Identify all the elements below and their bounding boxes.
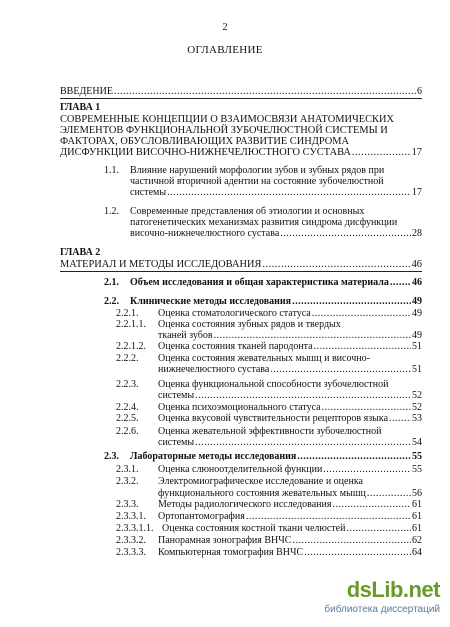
toc-item-page: 55: [412, 464, 422, 475]
chapter1-line-1: СОВРЕМЕННЫЕ КОНЦЕПЦИИ О ВЗАИМОСВЯЗИ АНАТОМИЧЕСКИХ: [60, 114, 394, 125]
toc-leader: [214, 330, 411, 341]
toc-item-line: Оценка функциональной способности зубочелюстной: [158, 379, 389, 390]
toc-leader: [114, 86, 416, 97]
toc-item: [162, 523, 422, 534]
toc-leader: [292, 535, 411, 546]
chapter1-label: ГЛАВА 1: [60, 102, 101, 113]
toc-item-text: Оценка состояния костной ткани челюстей: [162, 523, 346, 534]
toc-item-line: Влияние нарушений морфологии зубов и зубных рядов при: [130, 165, 385, 176]
watermark-subtitle: библиотека диссертаций: [324, 604, 440, 615]
toc-item: [158, 364, 422, 375]
toc-item-number: 2.2.5.: [116, 413, 139, 424]
chapter1-line-3: ФАКТОРАХ, ОБУСЛОВЛИВАЮЩИХ РАЗВИТИЕ СИНДРОМА: [60, 136, 349, 147]
toc-item-number: 1.1.: [104, 165, 119, 176]
toc-item: [158, 330, 422, 341]
toc-item-text: Лабораторные методы исследования: [130, 451, 297, 462]
toc-item-number: 2.2.4.: [116, 402, 139, 413]
chapter2-title: МАТЕРИАЛ И МЕТОДЫ ИССЛЕДОВАНИЯ: [60, 259, 262, 270]
watermark-brand: dsLib.net: [346, 577, 440, 602]
toc-intro: [60, 86, 422, 97]
toc-leader: [246, 511, 411, 522]
toc-item-number: 2.3.3.: [116, 499, 139, 510]
chapter2-label: ГЛАВА 2: [60, 247, 101, 258]
toc-leader: [292, 296, 411, 307]
toc-item-number: 2.2.6.: [116, 426, 139, 437]
toc-intro-page: 6: [417, 86, 422, 97]
toc-item-page: 52: [412, 390, 422, 401]
toc-leader: [322, 402, 411, 413]
toc-leader: [390, 277, 411, 288]
toc-item-page: 61: [412, 523, 422, 534]
toc-item-number: 2.3.2.: [116, 476, 139, 487]
toc-item-page: 51: [412, 364, 422, 375]
toc-item: [158, 402, 422, 413]
toc-item: [130, 277, 422, 288]
toc-item-page: 52: [412, 402, 422, 413]
toc-item-text: Компьютерная томография ВНЧС: [158, 547, 304, 558]
chapter1-last-line: [60, 147, 422, 158]
toc-item: [158, 511, 422, 522]
chapter2-page: 46: [411, 259, 422, 270]
toc-leader: [195, 437, 411, 448]
toc-leader: [332, 499, 411, 510]
toc-item-text: Ортопантомография: [158, 511, 245, 522]
toc-item: [130, 451, 422, 462]
toc-leader: [270, 364, 411, 375]
toc-item-line: Оценка состояния зубных рядов и твердых: [158, 319, 341, 330]
toc-item-page: 61: [412, 499, 422, 510]
toc-item-page: 17: [412, 187, 422, 198]
toc-item-number: 2.3.3.2.: [116, 535, 146, 546]
toc-item-text: Оценка психоэмоционального статуса: [158, 402, 321, 413]
toc-item-number: 2.2.1.2.: [116, 341, 146, 352]
toc-item-text: Оценка слюноотделительной функции: [158, 464, 323, 475]
toc-item: [158, 464, 422, 475]
toc-leader: [280, 228, 411, 239]
toc-leader: [346, 523, 411, 534]
watermark-logo: [310, 577, 440, 619]
chapter2-title-row: [60, 259, 422, 270]
toc-item-text: тканей зубов: [158, 330, 213, 341]
toc-item-text: Клинические методы исследования: [130, 296, 292, 307]
toc-item: [158, 413, 422, 424]
toc-item-line: Оценка жевательной эффективности зубочелюстной: [158, 426, 382, 437]
toc-item-line: патогенетических механизмах развития синдрома дисфункции: [130, 217, 398, 228]
toc-item-text: функционального состояния жевательных мышц: [158, 488, 366, 499]
toc-item-page: 28: [412, 228, 422, 239]
toc-item: [158, 437, 422, 448]
toc-leader: [367, 488, 411, 499]
toc-item: [158, 535, 422, 546]
toc-item-text: Панорамная зонография ВНЧС: [158, 535, 292, 546]
toc-item-page: 46: [412, 277, 422, 288]
toc-item-text: системы: [158, 390, 195, 401]
toc-item: [158, 341, 422, 352]
toc-item: [130, 187, 422, 198]
toc-item-text: нижнечелюстного сустава: [158, 364, 270, 375]
toc-leader: [314, 341, 411, 352]
toc-item-page: 49: [412, 308, 422, 319]
toc-item-text: системы: [158, 437, 195, 448]
chapter1-page: 17: [411, 147, 422, 158]
toc-item: [158, 488, 422, 499]
toc-item-text: Оценка вкусовой чувствительности рецепторов языка: [158, 413, 389, 424]
toc-item: [158, 390, 422, 401]
toc-leader: [297, 451, 411, 462]
toc-leader: [352, 147, 411, 158]
page-title: ОГЛАВЛЕНИЕ: [187, 44, 263, 56]
page-number: 2: [222, 22, 228, 33]
toc-item-page: 55: [412, 451, 422, 462]
toc-item: [130, 228, 422, 239]
chapter1-last-text: ДИСФУНКЦИИ ВИСОЧНО-НИЖНЕЧЕЛЮСТНОГО СУСТАВА: [60, 147, 351, 158]
toc-item-line: Оценка состояния жевательных мышц и височно-: [158, 353, 370, 364]
chapter1-line-2: ЭЛЕМЕНТОВ ФУНКЦИОНАЛЬНОЙ ЗУБОЧЕЛЮСТНОЙ СИСТЕМЫ И: [60, 125, 388, 136]
toc-item-text: височно-нижнечелюстного сустава: [130, 228, 280, 239]
divider: [60, 98, 422, 99]
toc-item-text: Оценка стоматологического статуса: [158, 308, 311, 319]
toc-item-number: 2.1.: [104, 277, 119, 288]
toc-leader: [312, 308, 411, 319]
divider: [60, 271, 422, 272]
toc-item: [158, 547, 422, 558]
toc-item-number: 1.2.: [104, 206, 119, 217]
toc-item-line: Современные представления об этиологии и основных: [130, 206, 365, 217]
toc-item-number: 2.2.2.: [116, 353, 139, 364]
toc-leader: [195, 390, 411, 401]
toc-leader: [167, 187, 411, 198]
toc-item-number: 2.2.1.1.: [116, 319, 146, 330]
toc-item-number: 2.3.3.1.: [116, 511, 146, 522]
toc-item-page: 49: [412, 330, 422, 341]
toc-item-page: 56: [412, 488, 422, 499]
toc-leader: [304, 547, 411, 558]
toc-item-number: 2.3.: [104, 451, 119, 462]
toc-item-number: 2.2.1.: [116, 308, 139, 319]
toc-item-page: 62: [412, 535, 422, 546]
toc-item-number: 2.3.3.3.: [116, 547, 146, 558]
toc-item-line: Электромиографическое исследование и оценка: [158, 476, 363, 487]
toc-leader: [323, 464, 411, 475]
toc-item-line: частичной вторичной адентии на состояние зубочелюстной: [130, 176, 384, 187]
toc-intro-text: ВВЕДЕНИЕ: [60, 86, 113, 97]
toc-item-text: системы: [130, 187, 167, 198]
toc-leader: [389, 413, 411, 424]
toc-item-number: 2.3.3.1.1.: [116, 523, 154, 534]
toc-item: [158, 308, 422, 319]
toc-item-number: 2.2.: [104, 296, 119, 307]
toc-item-page: 61: [412, 511, 422, 522]
toc-item-page: 54: [412, 437, 422, 448]
toc-item-number: 2.2.3.: [116, 379, 139, 390]
toc-item-page: 53: [412, 413, 422, 424]
toc-item-text: Оценка состояния тканей пародонта: [158, 341, 313, 352]
toc-item: [158, 499, 422, 510]
toc-item: [130, 296, 422, 307]
toc-item-page: 51: [412, 341, 422, 352]
toc-item-page: 49: [412, 296, 422, 307]
toc-item-number: 2.3.1.: [116, 464, 139, 475]
toc-item-text: Методы радиологического исследования: [158, 499, 332, 510]
toc-leader: [262, 259, 410, 270]
toc-item-text: Объем исследования и общая характеристика материала: [130, 277, 389, 288]
toc-item-page: 64: [412, 547, 422, 558]
